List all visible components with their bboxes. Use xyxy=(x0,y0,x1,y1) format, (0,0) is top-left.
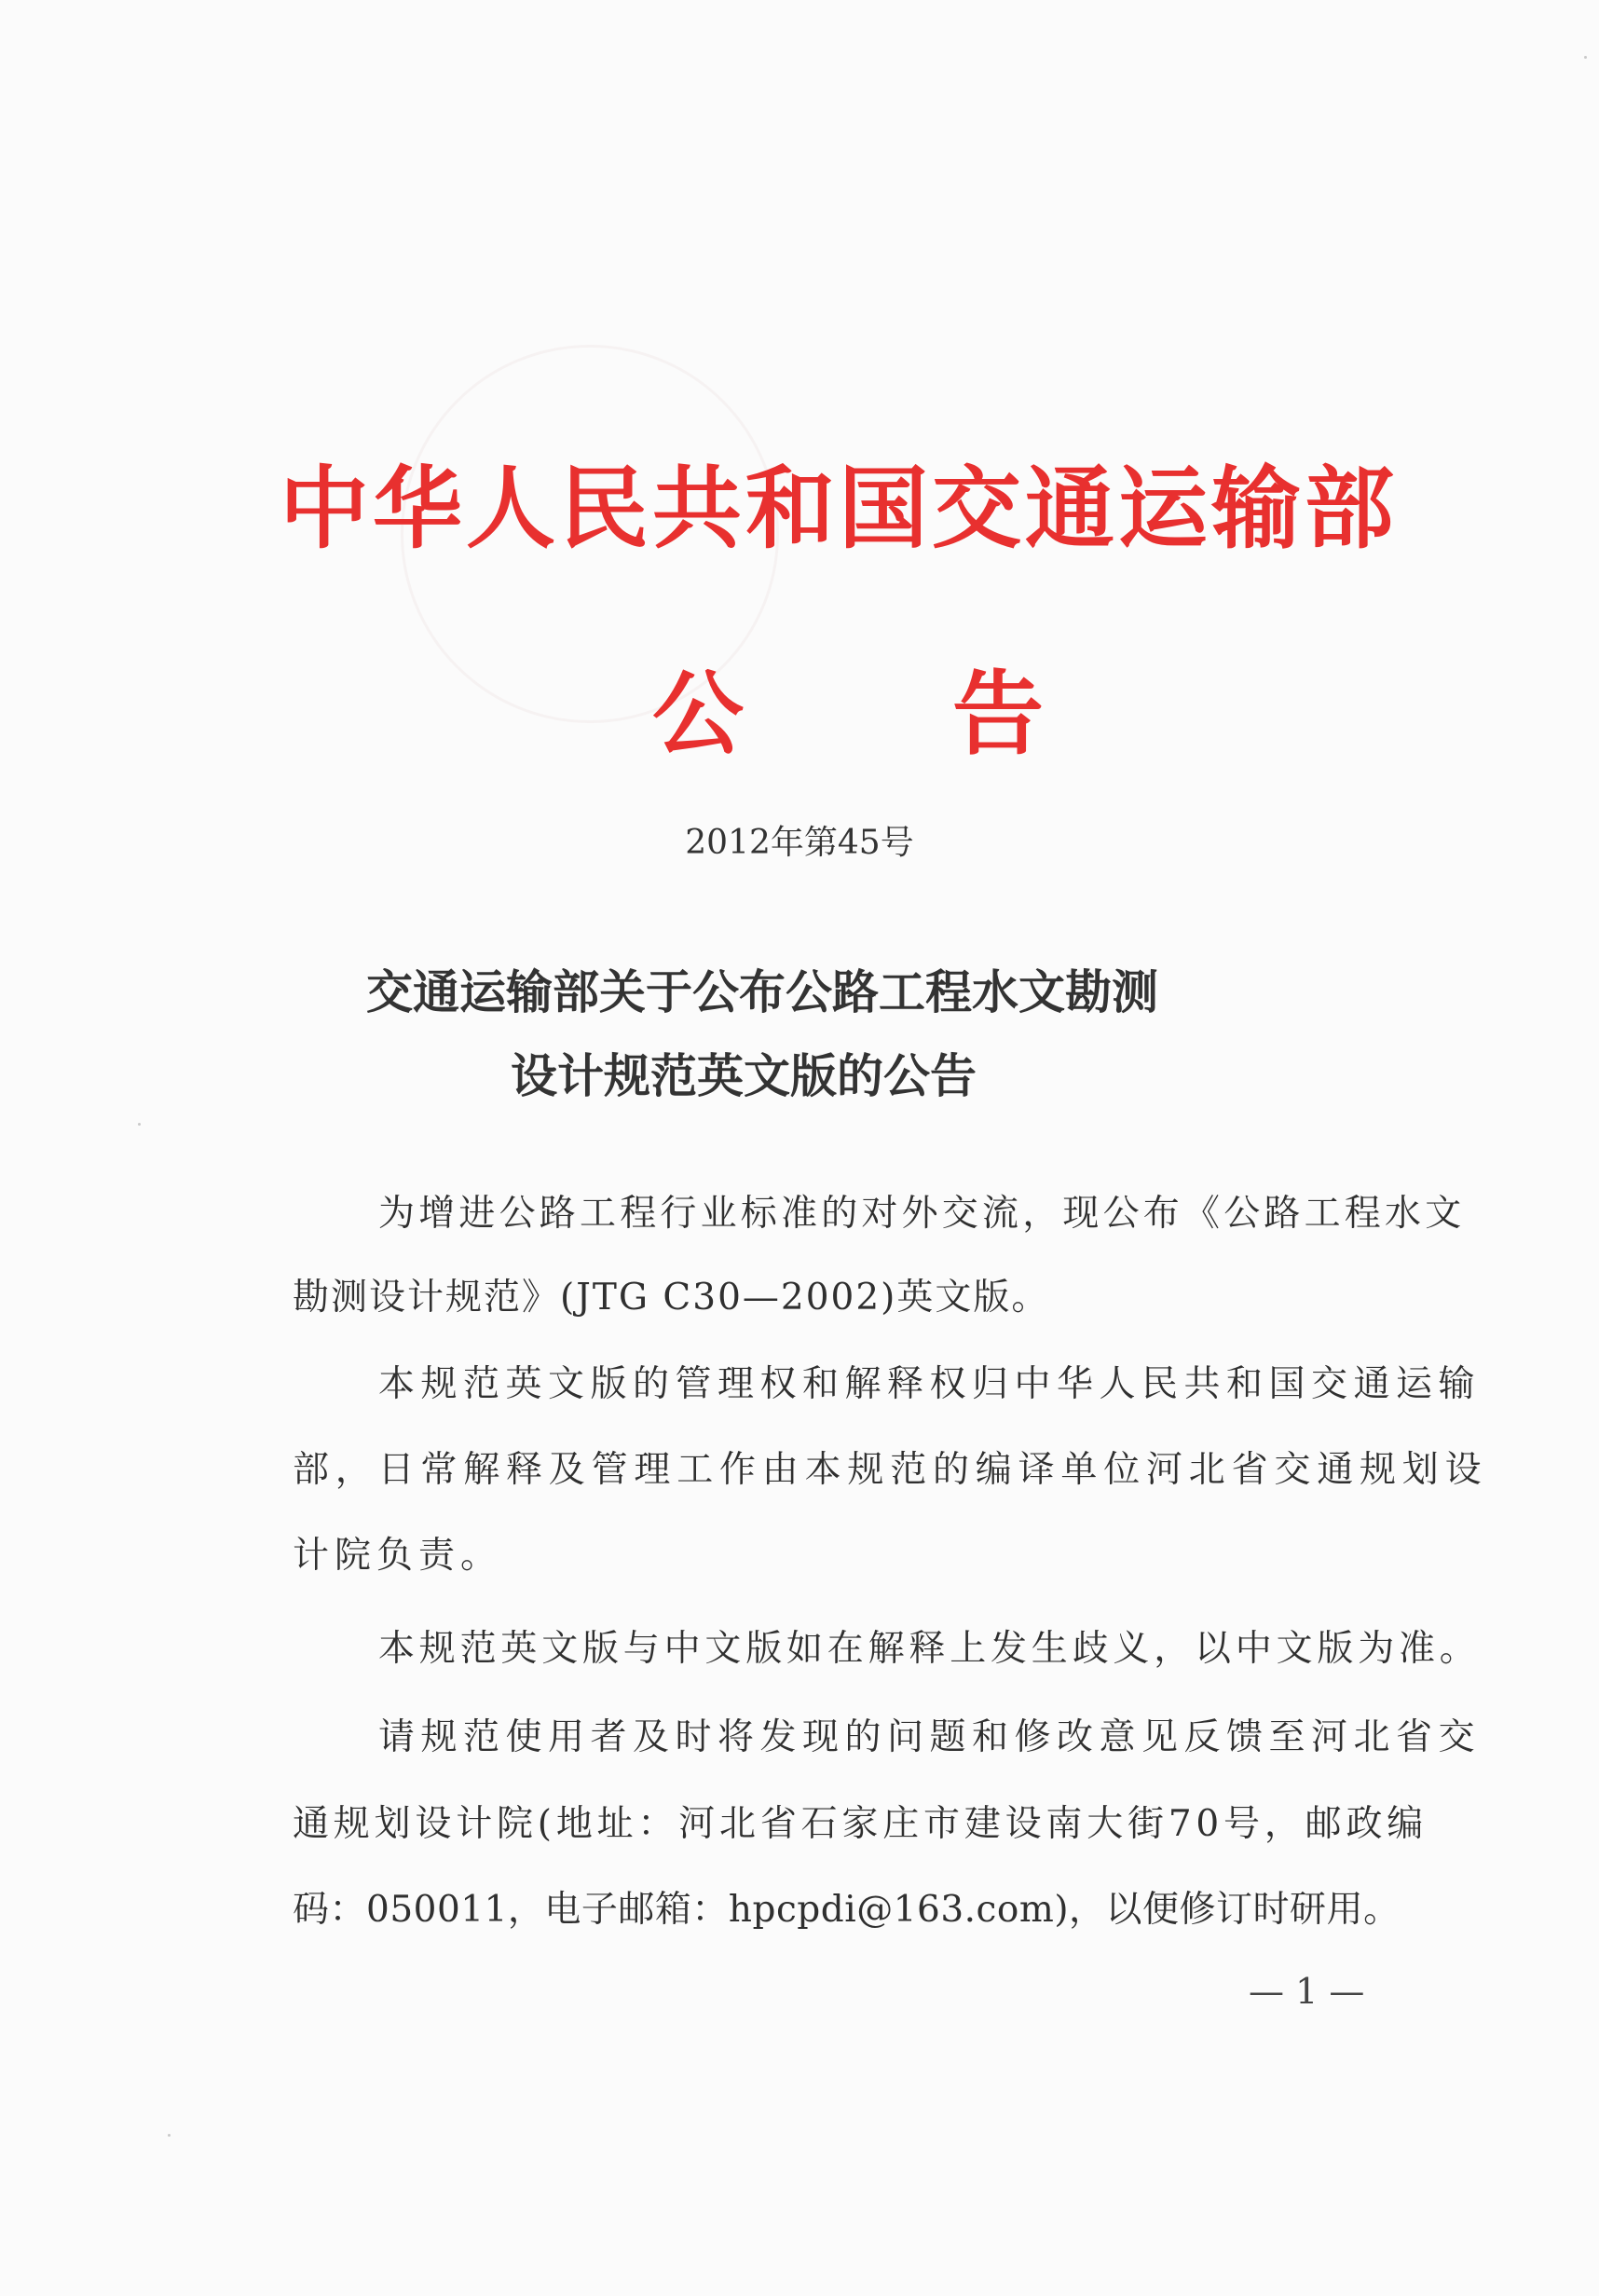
paragraph-2-line-2: 部，日常解释及管理工作由本规范的编译单位河北省交通规划设 xyxy=(293,1449,1488,1491)
title-line-2: 设计规范英文版的公告 xyxy=(511,1049,977,1103)
document-number: 2012年第45号 xyxy=(685,824,914,862)
paragraph-4-line-1: 请规范使用者及时将发现的问题和修改意见反馈至河北省交 xyxy=(378,1716,1482,1758)
paragraph-4-line-2: 通规划设计院(地址：河北省石家庄市建设南大街70号，邮政编 xyxy=(293,1803,1428,1845)
notice-char-gong: 公 xyxy=(652,662,745,768)
paragraph-1-line-1: 为增进公路工程行业标准的对外交流，现公布《公路工程水文 xyxy=(378,1193,1466,1235)
paragraph-2-line-1: 本规范英文版的管理权和解释权归中华人民共和国交通运输 xyxy=(378,1363,1482,1405)
scan-speck xyxy=(1584,56,1587,59)
notice-char-gao: 告 xyxy=(951,662,1044,768)
title-line-1: 交通运输部关于公布公路工程水文勘测 xyxy=(366,965,1158,1019)
issuing-authority-header: 中华人民共和国交通运输部 xyxy=(280,457,1398,561)
notice-heading xyxy=(652,662,1044,768)
paragraph-4-line-3: 码：050011，电子邮箱：hpcpdi@163.com)，以便修订时研用。 xyxy=(293,1889,1401,1931)
paragraph-3-line-1: 本规范英文版与中文版如在解释上发生歧义，以中文版为准。 xyxy=(378,1628,1481,1670)
page-number: — 1 — xyxy=(1249,1971,1365,2012)
scan-speck xyxy=(138,1123,141,1126)
paragraph-2-line-3: 计院负责。 xyxy=(293,1535,503,1577)
scan-speck xyxy=(168,2134,171,2137)
paragraph-1-line-2: 勘测设计规范》(JTG C30—2002)英文版。 xyxy=(293,1277,1050,1319)
